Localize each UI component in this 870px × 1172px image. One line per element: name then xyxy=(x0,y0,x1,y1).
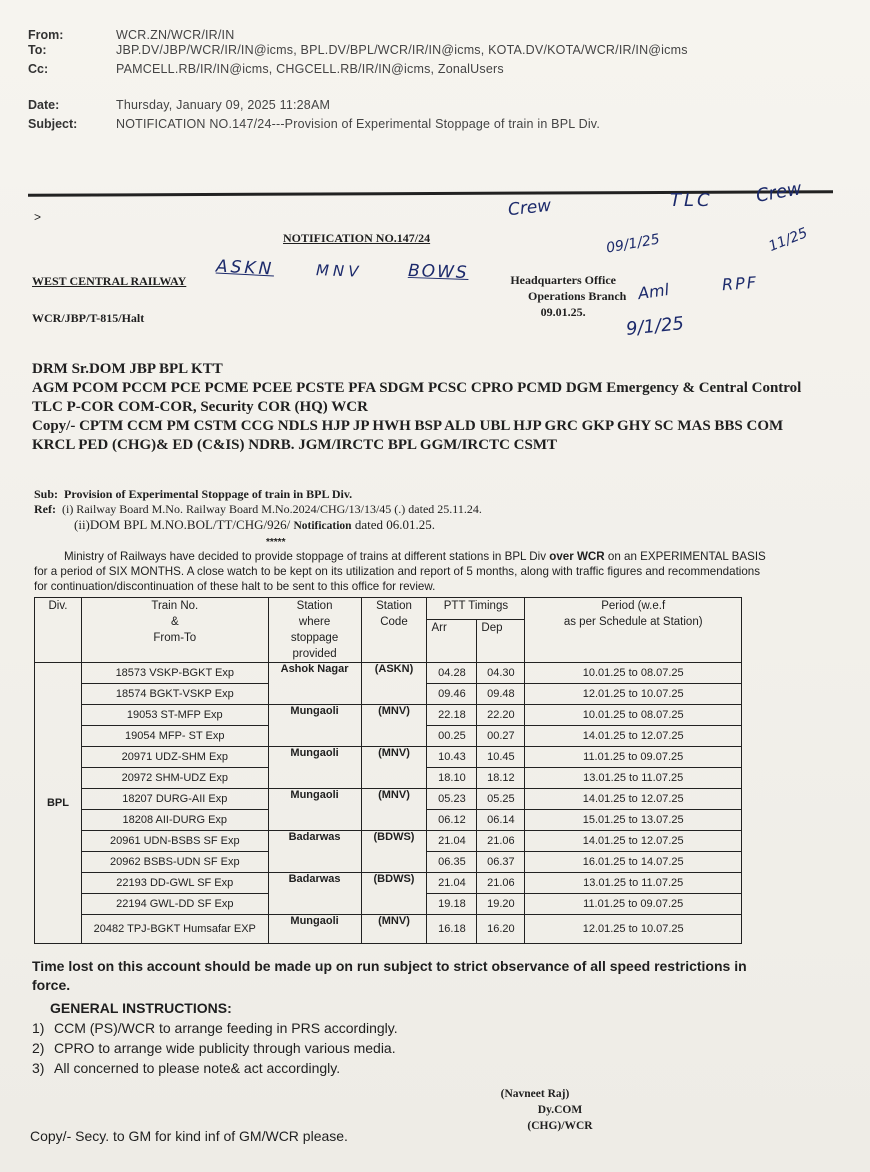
signatory-name: (Navneet Raj) xyxy=(500,1088,570,1100)
handwritten-date-1: 09/1/25 xyxy=(605,231,661,257)
from-value: WCR.ZN/WCR/IR/IN xyxy=(116,28,235,42)
notification-title: NOTIFICATION NO.147/24 xyxy=(283,231,431,245)
header-code: Station Code xyxy=(361,598,427,663)
file-reference: WCR/JBP/T-815/Halt xyxy=(32,311,145,325)
table-row xyxy=(35,663,742,684)
arr-cell: 04.28 xyxy=(427,663,477,684)
arr-cell: 19.18 xyxy=(427,894,477,915)
train-cell: 22194 GWL-DD SF Exp xyxy=(81,894,268,915)
separator-stars: ***** xyxy=(266,537,286,548)
arr-cell: 06.12 xyxy=(427,810,477,831)
body-text-2: on an EXPERIMENTAL BASIS for a period of SIX MONTHS. A close watch to be kept on its utilization and report of 5 months, along with traffic figures and recommendations for continuation/discontinuation of these halt to be sent to this office for review. xyxy=(34,550,766,593)
subject-value: NOTIFICATION NO.147/24---Provision of Experimental Stoppage of train in BPL Div. xyxy=(116,117,600,131)
to-value: JBP.DV/JBP/WCR/IR/IN@icms, BPL.DV/BPL/WCR/IR/IN@icms, KOTA.DV/KOTA/WCR/IR/IN@icms xyxy=(116,43,688,57)
date-value: Thursday, January 09, 2025 11:28AM xyxy=(116,98,331,112)
period-cell: 13.01.25 to 11.07.25 xyxy=(525,873,742,894)
hq-line2: Operations Branch xyxy=(528,289,627,303)
station-cell: Badarwas xyxy=(268,873,361,915)
code-cell: (MNV) xyxy=(361,747,427,789)
header-train: Train No. & From-To xyxy=(81,598,268,663)
distribution-line3: Copy/- CPTM CCM PM CSTM CCG NDLS HJP JP HWH BSP ALD UBL HJP GRC GKP GHY SC MAS BBS COM KRCL PED (CHG)& ED (C&IS) NDRB. JGM/IRCTC BPL GGM/IRCTC CSMT xyxy=(32,418,784,453)
instruction-item: 2) CPRO to arrange wide publicity through various media. xyxy=(32,1040,396,1056)
arr-cell: 21.04 xyxy=(427,873,477,894)
code-cell: (MNV) xyxy=(361,915,427,944)
code-cell: (BDWS) xyxy=(361,831,427,873)
station-cell: Mungaoli xyxy=(268,705,361,747)
distribution-line2: AGM PCOM PCCM PCE PCME PCEE PCSTE PFA SDGM PCSC CPRO PCMD DGM Emergency & Central Control TLC P-COR COM-COR, Security COR (HQ) WCR xyxy=(32,380,802,415)
period-cell: 16.01.25 to 14.07.25 xyxy=(525,852,742,873)
train-cell: 22193 DD-GWL SF Exp xyxy=(81,873,268,894)
period-cell: 13.01.25 to 11.07.25 xyxy=(525,768,742,789)
hq-date: 09.01.25. xyxy=(540,305,586,319)
table-row xyxy=(35,831,742,852)
distribution-list xyxy=(32,360,802,455)
train-cell: 20962 BSBS-UDN SF Exp xyxy=(81,852,268,873)
dep-cell: 22.20 xyxy=(477,705,525,726)
arr-cell: 18.10 xyxy=(427,768,477,789)
train-cell: 20482 TPJ-BGKT Humsafar EXP xyxy=(81,915,268,944)
sub-label: Sub: xyxy=(34,487,59,501)
signatory-designation: Dy.COM (CHG)/WCR xyxy=(527,1104,593,1132)
arr-cell: 10.43 xyxy=(427,747,477,768)
period-cell: 15.01.25 to 13.07.25 xyxy=(525,810,742,831)
period-cell: 14.01.25 to 12.07.25 xyxy=(525,726,742,747)
station-cell: Badarwas xyxy=(268,831,361,873)
train-cell: 20971 UDZ-SHM Exp xyxy=(81,747,268,768)
from-label: From: xyxy=(28,28,64,42)
dep-cell: 06.14 xyxy=(477,810,525,831)
period-cell: 14.01.25 to 12.07.25 xyxy=(525,831,742,852)
dep-cell: 00.27 xyxy=(477,726,525,747)
hq-block xyxy=(500,272,626,320)
arr-cell: 21.04 xyxy=(427,831,477,852)
arr-cell: 00.25 xyxy=(427,726,477,747)
to-label: To: xyxy=(28,43,47,57)
body-text-1: Ministry of Railways have decided to provide stoppage of trains at different stations in BPL Div xyxy=(64,550,547,563)
body-paragraph xyxy=(34,549,769,594)
distribution-line1: DRM Sr.DOM JBP BPL KTT xyxy=(32,361,223,377)
period-cell: 11.01.25 to 09.07.25 xyxy=(525,747,742,768)
general-instructions-title: GENERAL INSTRUCTIONS: xyxy=(50,1000,232,1016)
dep-cell: 10.45 xyxy=(477,747,525,768)
header-dep: Dep xyxy=(477,620,525,663)
station-cell: Ashok Nagar xyxy=(268,663,361,705)
dep-cell: 09.48 xyxy=(477,684,525,705)
handwritten-date-3: 9/1/25 xyxy=(625,313,685,340)
station-cell: Mungaoli xyxy=(268,915,361,944)
handwritten-note-rpf: RPF xyxy=(721,272,759,295)
time-lost-note: Time lost on this account should be made up on run subject to strict observance of all speed restrictions in force. xyxy=(32,958,747,993)
dep-cell: 16.20 xyxy=(477,915,525,944)
dep-cell: 18.12 xyxy=(477,768,525,789)
train-cell: 19053 ST-MFP Exp xyxy=(81,705,268,726)
code-cell: (MNV) xyxy=(361,789,427,831)
arr-cell: 06.35 xyxy=(427,852,477,873)
handwritten-note-tlc: TLC xyxy=(670,190,713,211)
sub-text: Provision of Experimental Stoppage of train in BPL Div. xyxy=(64,487,353,501)
dep-cell: 19.20 xyxy=(477,894,525,915)
ref-2b: Notification xyxy=(293,520,352,532)
handwritten-note-aml: Aml xyxy=(636,279,671,304)
station-cell: Mungaoli xyxy=(268,789,361,831)
email-header xyxy=(28,26,688,134)
code-cell: (ASKN) xyxy=(361,663,427,705)
train-cell: 20972 SHM-UDZ Exp xyxy=(81,768,268,789)
copy-to-line: Copy/- Secy. to GM for kind inf of GM/WCR please. xyxy=(30,1128,348,1144)
header-arr: Arr xyxy=(427,620,477,663)
subject-block xyxy=(34,487,814,534)
header-div: Div. xyxy=(35,598,82,663)
train-cell: 19054 MFP- ST Exp xyxy=(81,726,268,747)
quote-marker: > xyxy=(34,210,42,224)
railway-name: WEST CENTRAL RAILWAY xyxy=(32,274,187,288)
train-cell: 18573 VSKP-BGKT Exp xyxy=(81,663,268,684)
dep-cell: 21.06 xyxy=(477,873,525,894)
instruction-item: 1) CCM (PS)/WCR to arrange feeding in PRS accordingly. xyxy=(32,1020,398,1036)
period-cell: 12.01.25 to 10.07.25 xyxy=(525,915,742,944)
instructions-list xyxy=(32,1018,398,1078)
code-cell: (BDWS) xyxy=(361,873,427,915)
handwritten-station-bdws: BOWS xyxy=(407,260,469,284)
arr-cell: 09.46 xyxy=(427,684,477,705)
table-row xyxy=(35,789,742,810)
dep-cell: 06.37 xyxy=(477,852,525,873)
signature-block xyxy=(460,1086,610,1134)
train-cell: 18207 DURG-AII Exp xyxy=(81,789,268,810)
hq-line1: Headquarters Office xyxy=(510,273,616,287)
header-ptt: PTT Timings xyxy=(427,598,525,620)
subject-label: Subject: xyxy=(28,117,78,131)
period-cell: 10.01.25 to 08.07.25 xyxy=(525,663,742,684)
handwritten-note-crew: Crew xyxy=(507,195,553,221)
cc-value: PAMCELL.RB/IR/IN@icms, CHGCELL.RB/IR/IN@icms, ZonalUsers xyxy=(116,62,504,76)
train-cell: 18208 AII-DURG Exp xyxy=(81,810,268,831)
dep-cell: 04.30 xyxy=(477,663,525,684)
table-header-row xyxy=(35,598,742,620)
period-cell: 12.01.25 to 10.07.25 xyxy=(525,684,742,705)
dep-cell: 21.06 xyxy=(477,831,525,852)
arr-cell: 16.18 xyxy=(427,915,477,944)
table-row xyxy=(35,873,742,894)
train-cell: 20961 UDN-BSBS SF Exp xyxy=(81,831,268,852)
period-cell: 14.01.25 to 12.07.25 xyxy=(525,789,742,810)
ref-label: Ref: xyxy=(34,502,56,516)
train-cell: 18574 BGKT-VSKP Exp xyxy=(81,684,268,705)
cc-label: Cc: xyxy=(28,62,49,76)
period-cell: 11.01.25 to 09.07.25 xyxy=(525,894,742,915)
body-text-bold: over WCR xyxy=(549,550,605,563)
stoppage-table xyxy=(34,597,742,944)
table-row xyxy=(35,915,742,944)
period-cell: 10.01.25 to 08.07.25 xyxy=(525,705,742,726)
header-station: Station where stoppage provided xyxy=(268,598,361,663)
table-row xyxy=(35,747,742,768)
dep-cell: 05.25 xyxy=(477,789,525,810)
date-label: Date: xyxy=(28,98,60,112)
arr-cell: 05.23 xyxy=(427,789,477,810)
handwritten-station-mnv: MNV xyxy=(315,261,363,281)
div-cell: BPL xyxy=(35,663,82,944)
station-cell: Mungaoli xyxy=(268,747,361,789)
handwritten-station-askn: ASKN xyxy=(215,256,275,280)
ref-2c: dated 06.01.25. xyxy=(354,517,435,532)
ref-1: (i) Railway Board M.No. Railway Board M.No.2024/CHG/13/13/45 (.) dated 25.11.24. xyxy=(61,502,482,516)
handwritten-date-2: 11/25 xyxy=(766,225,810,255)
arr-cell: 22.18 xyxy=(427,705,477,726)
header-period: Period (w.e.f as per Schedule at Station) xyxy=(525,598,742,663)
ref-2a: (ii)DOM BPL M.NO.BOL/TT/CHG/926/ xyxy=(74,517,291,532)
handwritten-note-crew2: Crew xyxy=(754,178,804,207)
code-cell: (MNV) xyxy=(361,705,427,747)
instruction-item: 3) All concerned to please note& act accordingly. xyxy=(32,1060,341,1076)
table-row xyxy=(35,705,742,726)
